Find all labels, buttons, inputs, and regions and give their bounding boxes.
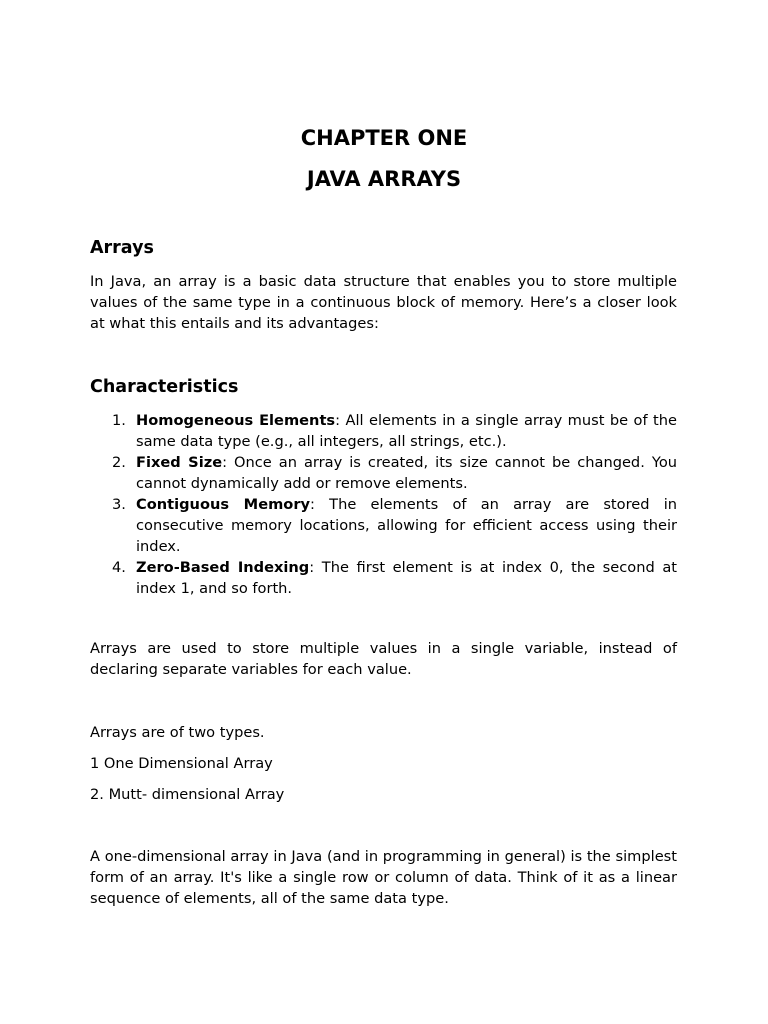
arrays-heading: Arrays — [90, 238, 154, 258]
list-item-description: : All elements in a single array must be of the same data type (e.g., all integers, all strings, etc.). — [136, 412, 677, 450]
arrays-intro-paragraph: In Java, an array is a basic data structure that enables you to store multiple values of the same type in a continuous block of memory. Here’s a closer look at what this entails and its advantages: — [90, 273, 677, 332]
one-dimensional-paragraph: A one-dimensional array in Java (and in programming in general) is the simplest form of an array. It's like a single row or column of data. Think of it as a linear sequence of elements, all of the same data type. — [90, 848, 677, 907]
list-item-number: 3. — [112, 496, 126, 513]
list-item-term: Zero-Based Indexing — [136, 559, 310, 576]
page-title: JAVA ARRAYS — [306, 167, 462, 191]
list-item-term: Homogeneous Elements — [136, 412, 336, 429]
list-item-description: : Once an array is created, its size cannot be changed. You cannot dynamically add or remove elements. — [136, 454, 678, 492]
list-item-description: : The first element is at index 0, the second at index 1, and so forth. — [136, 559, 678, 597]
list-item — [90, 410, 677, 452]
list-item — [90, 452, 677, 494]
list-item — [90, 557, 677, 599]
list-item-term: Contiguous Memory — [136, 496, 311, 513]
usage-paragraph: Arrays are used to store multiple values in a single variable, instead of declaring separate variables for each value. — [90, 640, 677, 678]
list-item-number: 4. — [112, 559, 126, 576]
list-item-description: : The elements of an array are stored in consecutive memory locations, allowing for efficient access using their index. — [136, 496, 677, 555]
list-item-number: 1. — [112, 412, 126, 429]
type-two-text: 2. Mutt- dimensional Array — [90, 786, 285, 803]
characteristics-heading: Characteristics — [90, 377, 239, 397]
types-intro-text: Arrays are of two types. — [90, 724, 265, 741]
type-one-text: 1 One Dimensional Array — [90, 755, 273, 772]
list-item-number: 2. — [112, 454, 126, 471]
list-item — [90, 494, 677, 557]
list-item-term: Fixed Size — [136, 454, 223, 471]
chapter-label: CHAPTER ONE — [300, 126, 468, 150]
characteristics-list — [90, 410, 677, 599]
